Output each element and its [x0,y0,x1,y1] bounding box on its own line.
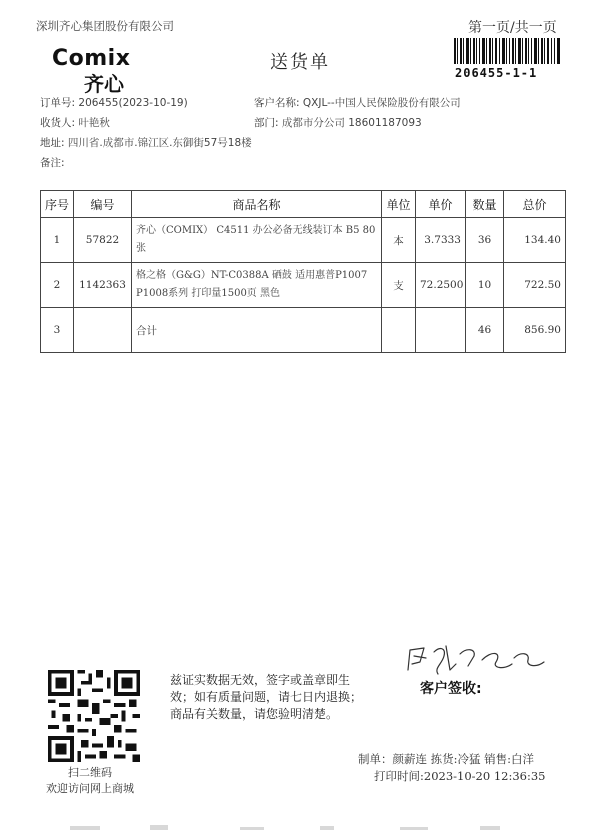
cell-total: 134.40 [504,218,566,263]
col-header-code: 编号 [74,191,132,218]
col-header-qty: 数量 [466,191,504,218]
cell-price: 72.2500 [416,263,466,308]
qr-caption-welcome: 欢迎访问网上商城 [46,782,134,795]
remark-label: 备注: [40,157,65,169]
cell-total-qty: 46 [466,308,504,353]
qr-caption-scan: 扫二维码 [68,766,112,779]
qr-code-image [48,670,140,762]
barcode-image [454,38,560,64]
address-value: 四川省.成都市.锦江区.东御街57号18楼 [67,137,252,149]
cell-code-empty [74,308,132,353]
cell-price-empty [416,308,466,353]
department-label: 部门: [254,117,279,129]
company-name: 深圳齐心集团股份有限公司 [36,19,174,33]
col-header-price: 单价 [416,191,466,218]
col-header-name: 商品名称 [132,191,382,218]
address-label: 地址: [40,137,65,149]
department-field [254,115,422,130]
items-table [40,190,566,353]
department-value: 成都市分公司 18601187093 [281,117,422,129]
print-time: 打印时间:2023-10-20 12:36:35 [374,769,546,783]
customer-sign-label: 客户签收: [420,681,482,697]
cell-code: 57822 [74,218,132,263]
logo-text-cn: 齐心 [84,72,124,96]
table-row [41,263,566,308]
cell-grand-total: 856.90 [504,308,566,353]
cell-seq: 2 [41,263,74,308]
col-header-total: 总价 [504,191,566,218]
customer-signature [400,640,550,682]
receiver-field [40,115,110,130]
maker-line: 制单：颜薪连 拣货:冷猛 销售:白洋 [358,752,535,766]
cell-total: 722.50 [504,263,566,308]
order-number-field [40,95,188,110]
cell-code: 1142363 [74,263,132,308]
customer-label: 客户名称: [254,97,300,109]
logo-text-en: Comix [52,46,131,71]
document-title: 送货单 [270,52,330,73]
receiver-label: 收货人: [40,117,76,129]
cell-qty: 36 [466,218,504,263]
cell-total-label: 合计 [132,308,382,353]
cell-product-name: 齐心（COMIX） C4511 办公必备无线装订本 B5 80张 [132,218,382,263]
receiver-value: 叶艳秋 [78,117,110,129]
barcode-number: 206455-1-1 [455,66,538,80]
cell-seq: 3 [41,308,74,353]
remark-field [40,155,65,170]
address-field [40,135,252,150]
col-header-seq: 序号 [41,191,74,218]
scan-smudge-decoration [0,816,601,833]
table-total-row [41,308,566,353]
cell-qty: 10 [466,263,504,308]
cell-unit-empty [382,308,416,353]
comix-logo [52,46,176,96]
customer-field [254,95,461,110]
order-number-label: 订单号: [40,97,76,109]
cell-price: 3.7333 [416,218,466,263]
col-header-unit: 单位 [382,191,416,218]
cell-seq: 1 [41,218,74,263]
table-header-row [41,191,566,218]
order-number-value: 206455(2023-10-19) [78,97,188,109]
cell-unit: 支 [382,263,416,308]
notice-text: 兹证实数据无效，签字或盖章即生效；如有质量问题，请七日内退换；商品有关数量，请您验明清楚。 [170,673,363,721]
table-row [41,218,566,263]
customer-value: QXJL--中国人民保险股份有限公司 [302,97,461,109]
cell-unit: 本 [382,218,416,263]
cell-product-name: 格之格（G&G）NT-C0388A 硒鼓 适用惠普P1007 P1008系列 打印量1500页 黑色 [132,263,382,308]
page-indicator: 第一页/共一页 [468,20,557,36]
